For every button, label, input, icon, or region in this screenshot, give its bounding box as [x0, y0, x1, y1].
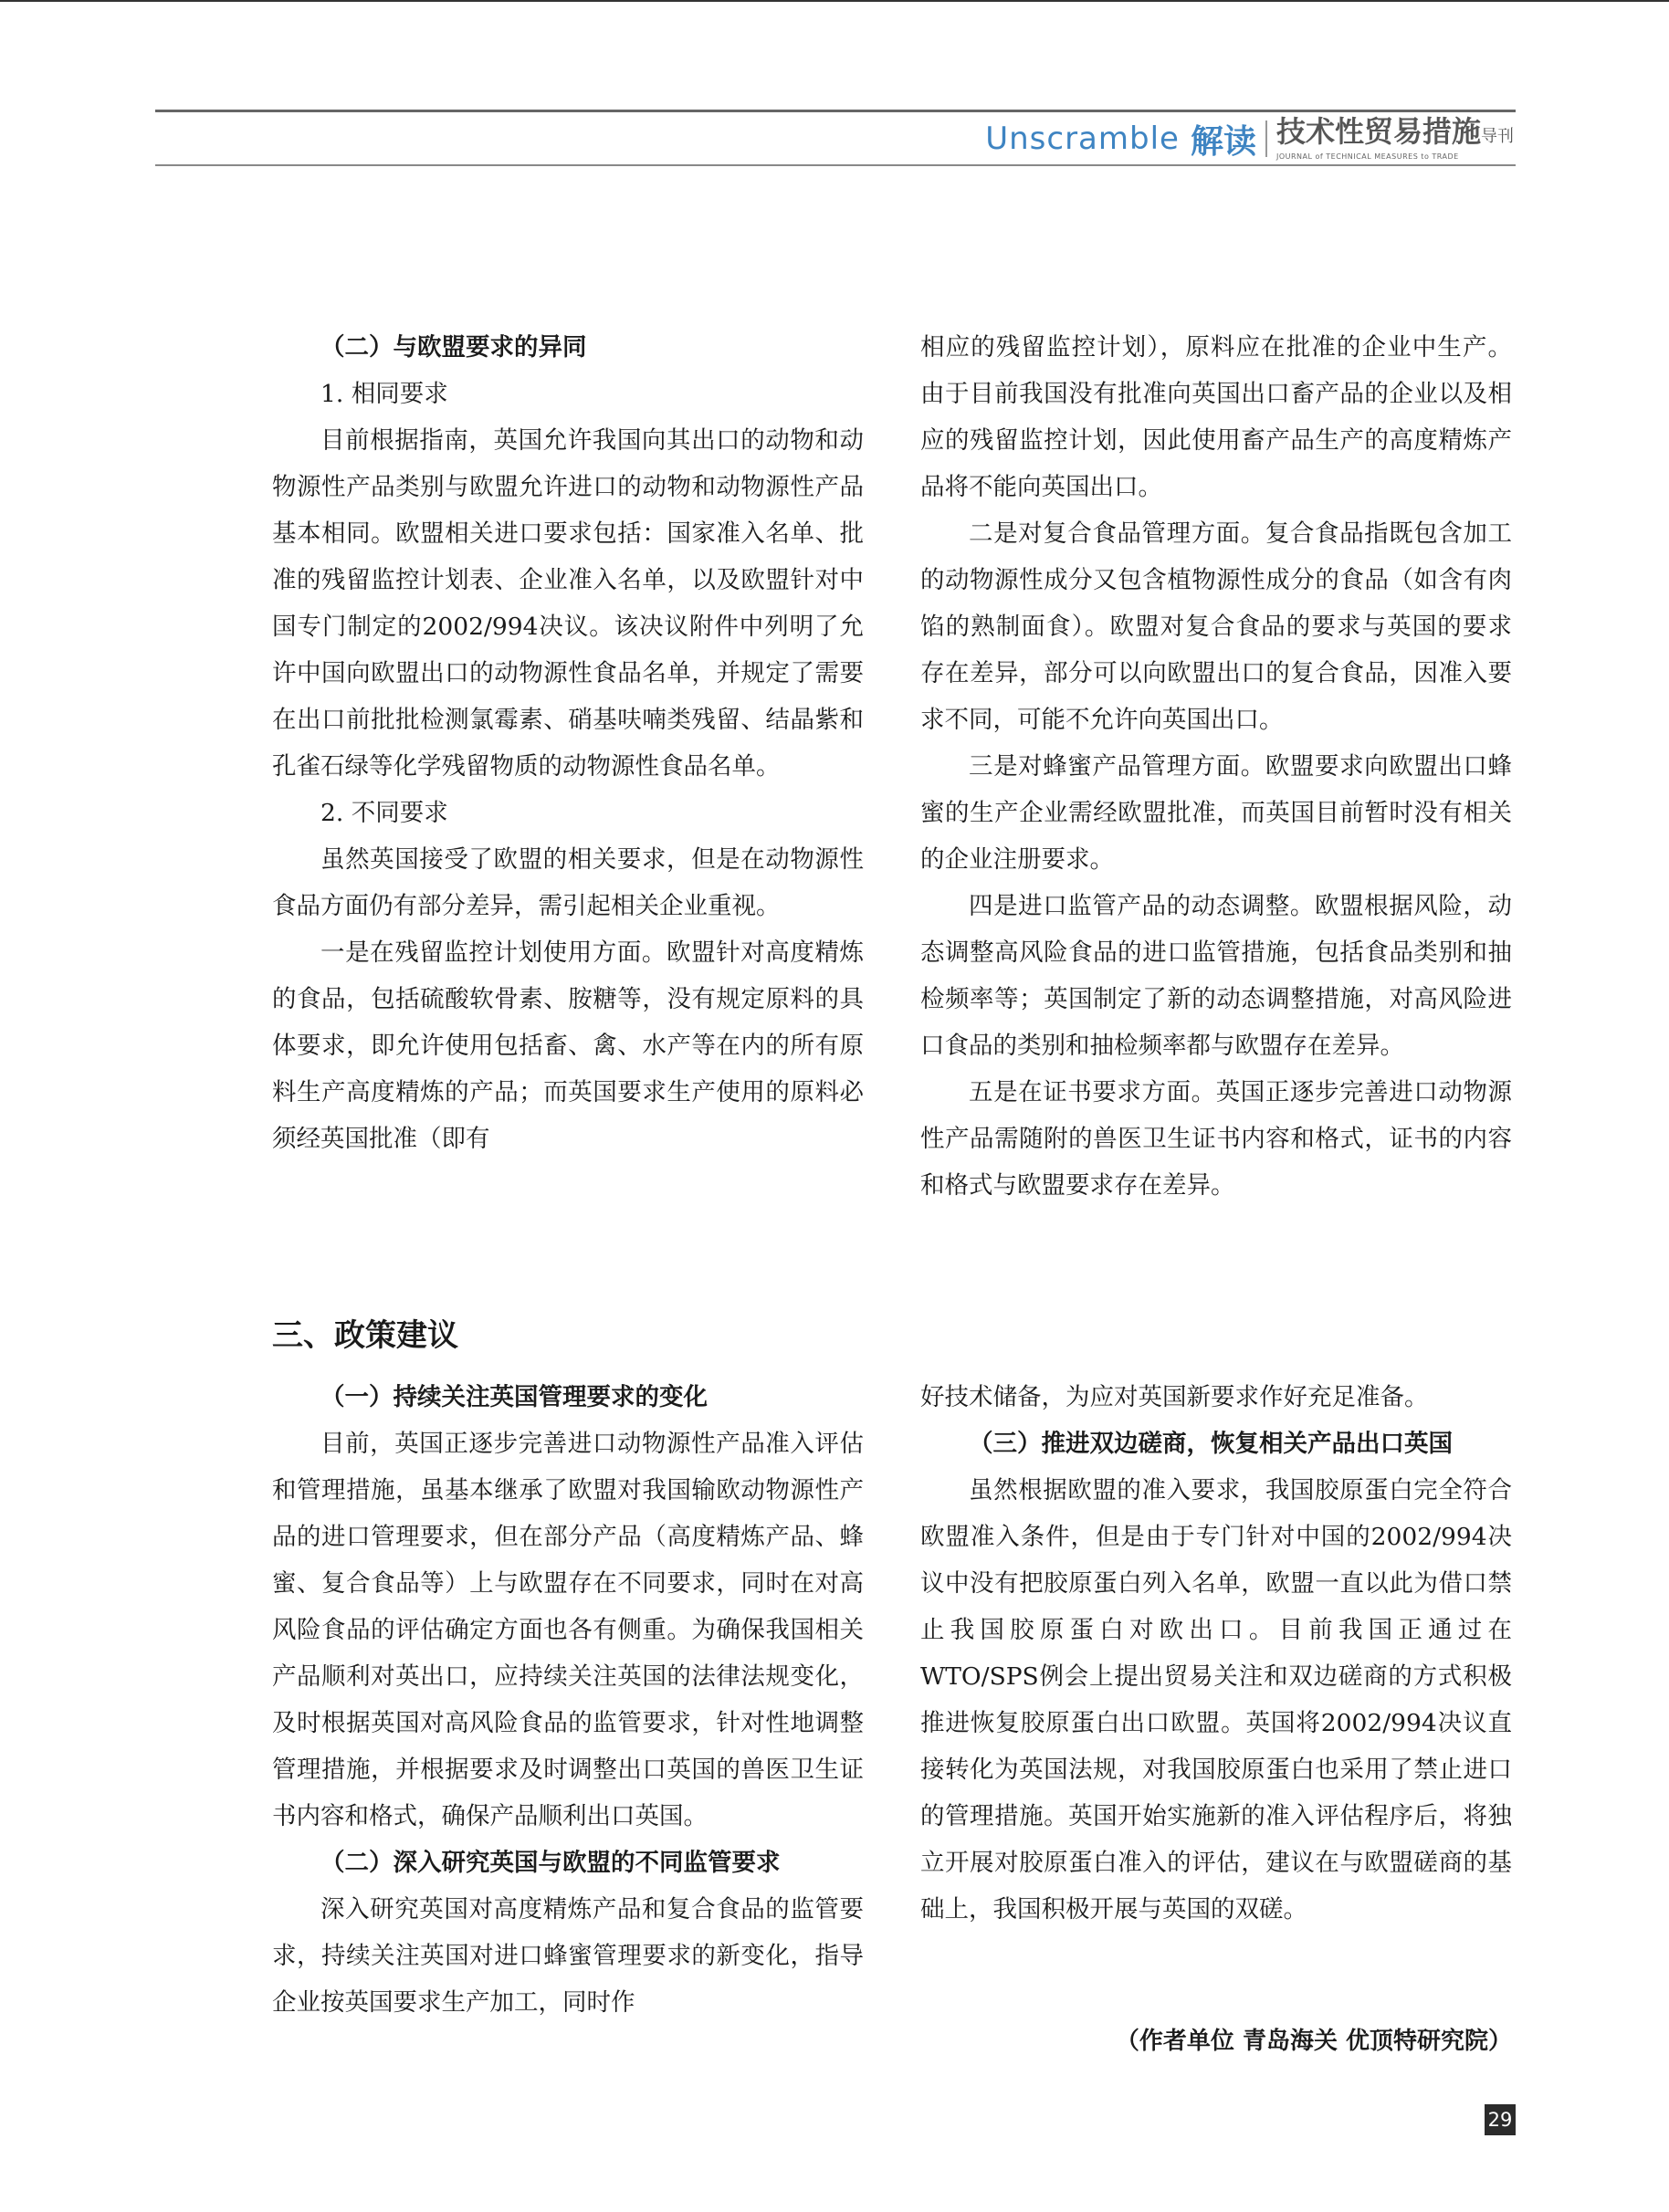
paragraph: 目前，英国正逐步完善进口动物源性产品准入评估和管理措施，虽基本继承了欧盟对我国输欧动物源性产品的进口管理要求，但在部分产品（高度精炼产品、蜂蜜、复合食品等）上与欧盟存在不同要求，同时在对高风险食品的评估确定方面也各有侧重。为确保我国相关产品顺利对英出口，应持续关注英国的法律法规变化，及时根据英国对高风险食品的监管要求，针对性地调整管理措施，并根据要求及时调整出口英国的兽医卫生证书内容和格式，确保产品顺利出口英国。 — [272, 1430, 864, 1830]
section3-left-column — [272, 1374, 864, 2026]
paragraph: 三是对蜂蜜产品管理方面。欧盟要求向欧盟出口蜂蜜的生产企业需经欧盟批准，而英国目前暂时没有相关的企业注册要求。 — [920, 752, 1512, 874]
paragraph-continued: 相应的残留监控计划），原料应在批准的企业中生产。由于目前我国没有批准向英国出口畜产品的企业以及相应的残留监控计划，因此使用畜产品生产的高度精炼产品将不能向英国出口。 — [920, 333, 1512, 501]
subheading: （一）持续关注英国管理要求的变化 — [320, 1383, 708, 1411]
author-affiliation: （作者单位 青岛海关 优顶特研究院） — [1115, 2028, 1512, 2055]
header-separator — [1265, 121, 1267, 157]
header-rule-top — [155, 110, 1516, 112]
subheading-similarities-differences: （二）与欧盟要求的异同 — [320, 333, 587, 362]
journal-logo — [1276, 116, 1514, 162]
section3-right-column — [920, 1374, 1512, 1933]
subheading: （三）推进双边磋商，恢复相关产品出口英国 — [969, 1430, 1453, 1458]
paragraph: 四是进口监管产品的动态调整。欧盟根据风险，动态调整高风险食品的进口监管措施，包括食品类别和抽检频率等；英国制定了新的动态调整措施，对高风险进口食品的类别和抽检频率都与欧盟存在差异。 — [920, 892, 1512, 1060]
paragraph: 虽然英国接受了欧盟的相关要求，但是在动物源性食品方面仍有部分差异，需引起相关企业重视。 — [272, 845, 864, 920]
header-label-en: Unscramble — [985, 121, 1180, 157]
section2-right-column — [920, 324, 1512, 1209]
section-title-policy-suggestions: 三、政策建议 — [272, 1317, 458, 1354]
subheading: （二）深入研究英国与欧盟的不同监管要求 — [320, 1849, 781, 1877]
journal-name: 技术性贸易措施 — [1275, 114, 1481, 149]
paragraph: 五是在证书要求方面。英国正逐步完善进口动物源性产品需随附的兽医卫生证书内容和格式，证书的内容和格式与欧盟要求存在差异。 — [920, 1078, 1512, 1200]
journal-name-en: JOURNAL of TECHNICAL MEASURES to TRADE — [1275, 152, 1459, 161]
subheading-same-requirements: 1. 相同要求 — [320, 380, 448, 408]
page-number: 29 — [1485, 2104, 1516, 2135]
top-border — [0, 0, 1669, 2]
paragraph: 二是对复合食品管理方面。复合食品指既包含加工的动物源性成分又包含植物源性成分的食品（如含有肉馅的熟制面食）。欧盟对复合食品的要求与英国的要求存在差异，部分可以向欧盟出口的复合食品，因准入要求不同，可能不允许向英国出口。 — [920, 519, 1512, 734]
paragraph: 目前根据指南，英国允许我国向其出口的动物和动物源性产品类别与欧盟允许进口的动物和动物源性产品基本相同。欧盟相关进口要求包括：国家准入名单、批准的残留监控计划表、企业准入名单，以及欧盟针对中国专门制定的2002/994决议。该决议附件中列明了允许中国向欧盟出口的动物源性食品名单，并规定了需要在出口前批批检测氯霉素、硝基呋喃类残留、结晶紫和孔雀石绿等化学残留物质的动物源性食品名单。 — [272, 426, 864, 781]
header-rule-bottom — [155, 164, 1516, 166]
paragraph-continued: 好技术储备，为应对英国新要求作好充足准备。 — [920, 1383, 1429, 1411]
section2-left-column — [272, 324, 864, 1162]
header-label-cn: 解读 — [1190, 122, 1256, 161]
paragraph: 一是在残留监控计划使用方面。欧盟针对高度精炼的食品，包括硫酸软骨素、胺糖等，没有规定原料的具体要求，即允许使用包括畜、禽、水产等在内的所有原料生产高度精炼的产品；而英国要求生产使用的原料必须经英国批准（即有 — [272, 938, 864, 1153]
paragraph: 虽然根据欧盟的准入要求，我国胶原蛋白完全符合欧盟准入条件，但是由于专门针对中国的2002/994决议中没有把胶原蛋白列入名单，欧盟一直以此为借口禁止我国胶原蛋白对欧出口。目前我国正通过在WTO/SPS例会上提出贸易关注和双边磋商的方式积极推进恢复胶原蛋白出口欧盟。英国将2002/994决议直接转化为英国法规，对我国胶原蛋白也采用了禁止进口的管理措施。英国开始实施新的准入评估程序后，将独立开展对胶原蛋白准入的评估，建议在与欧盟磋商的基础上，我国积极开展与英国的双磋。 — [920, 1476, 1512, 1924]
page-header — [985, 114, 1514, 161]
journal-suffix: 导刊 — [1481, 127, 1514, 146]
paragraph: 深入研究英国对高度精炼产品和复合食品的监管要求，持续关注英国对进口蜂蜜管理要求的新变化，指导企业按英国要求生产加工，同时作 — [272, 1895, 864, 2017]
subheading-different-requirements: 2. 不同要求 — [320, 799, 448, 827]
